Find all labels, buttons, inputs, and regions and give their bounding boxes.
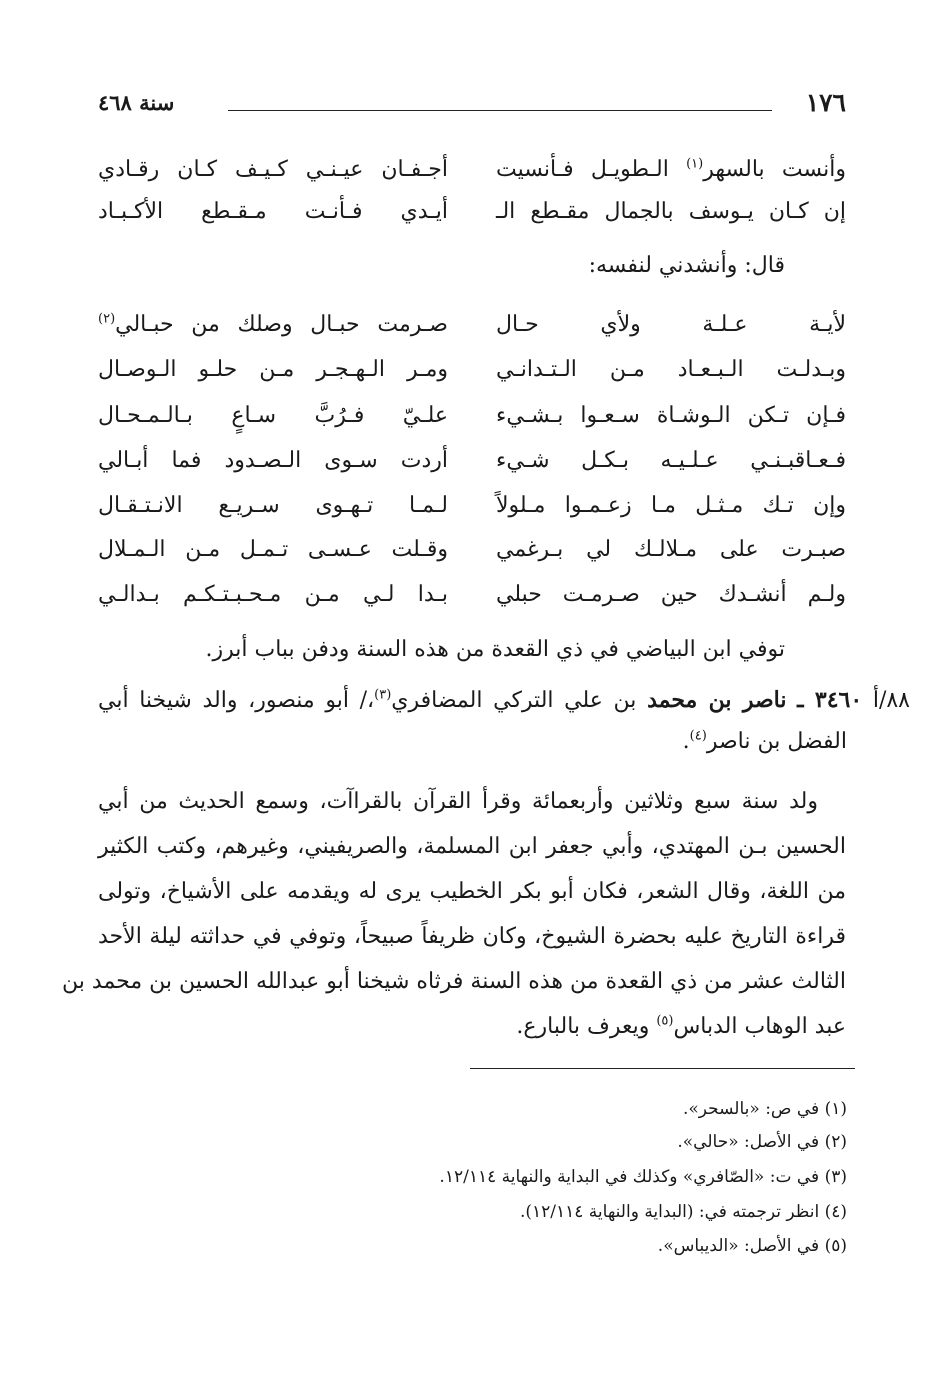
verse-line <box>98 441 846 481</box>
footnote-ref: (٣) <box>374 687 392 703</box>
verse-first-hemistich: ولـم أنشـدك حين صـرمـت حبلي <box>496 582 846 607</box>
biography-paragraph <box>62 782 846 1047</box>
entry-heading <box>98 680 910 720</box>
verse-line <box>98 192 846 232</box>
verse-second-hemistich: بـدا لـي مـن مـحـبـتـكـم بـدالـي <box>98 582 448 607</box>
paragraph-line: قراءة التاريخ عليه بحضرة الشيوخ، وكان ظريفاً صبيحاً، وتوفي في حداثته ليلة الأحد <box>98 924 846 949</box>
entry-number: ٣٤٦٠ ـ <box>797 687 863 713</box>
verse-first-hemistich: وإن تـك مـثـل مـا زعـمـوا مـلولاً <box>496 493 846 518</box>
footnote-2: (٢) في الأصل: «حالي». <box>677 1132 847 1152</box>
paragraph-line: عبد الوهاب الدباس$^{(٥)}$ ويعرف بالبارع. <box>516 1013 846 1039</box>
verse-line <box>98 575 846 615</box>
header-rule <box>228 110 772 111</box>
verse-line <box>98 396 846 436</box>
verse-first-hemistich: وبـدلـت الـبـعـاد مـن الـتـدانـي <box>496 357 846 382</box>
paragraph-line: الثالث عشر من ذي القعدة من هذه السنة فرثاه شيخنا أبو عبدالله الحسين بن محمد بن <box>62 969 846 994</box>
footnote-1: (١) في ص: «بالسحر». <box>682 1099 847 1119</box>
verse-second-hemistich: أيـدي فـأنـت مـقـطع الأكـبـاد <box>98 199 448 224</box>
poem-intro: قال: وأنشدني لنفسه: <box>588 253 785 278</box>
verse-first-hemistich: فـعـاقبـنـي عـلـيـه بـكـل شـيء <box>496 448 846 473</box>
page-header <box>98 88 846 122</box>
footnote-ref: (١) <box>686 156 704 172</box>
paragraph-line: ولد سنة سبع وثلاثين وأربعمائة وقرأ القرآن بالقراآت، وسمع الحديث من أبي <box>98 789 818 814</box>
verse-line <box>98 486 846 526</box>
footnote-ref: (٤) <box>689 728 707 744</box>
verse-second-hemistich: أردت سـوى الـصـدود فما أبـالي <box>98 448 448 473</box>
entry-name: ناصر بن محمد <box>647 687 787 713</box>
verse-second-hemistich: صـرمت حبـال وصلك من حبـالي$^{(٢)}$ <box>98 311 448 337</box>
entry-line-2: الفضل بن ناصر$^{(٤)}$. <box>682 728 847 754</box>
page-number: ١٧٦ <box>805 88 846 117</box>
footnote-3: (٣) في ت: «الصّافري» وكذلك في البداية والنهاية ١٢/١١٤. <box>439 1167 847 1187</box>
verse-line <box>98 305 846 345</box>
entry-line-1: ٨٨/أ ٣٤٦٠ ـ ناصر بن محمد بن علي التركي المضافري$^{(٣)}$،/ أبو منصور، والد شيخنا أبي <box>98 687 910 713</box>
verse-first-hemistich: وأنست بالسهر$^{(١)}$ الـطويـل فـأنسيت <box>496 156 846 182</box>
verse-first-hemistich: إن كـان يـوسف بالجمال مقـطع الـ <box>496 199 846 224</box>
paragraph-line: الحسين بـن المهتدي، وأبي جعفر ابن المسلمة، والصريفيني، وغيرهم، وكتب الكثير <box>98 834 846 859</box>
verse-second-hemistich: لـمـا تـهـوى سـريـع الانـتـقـال <box>98 493 448 518</box>
verse-second-hemistich: ومـر الـهـجـر مـن حلـو الـوصـال <box>98 357 448 382</box>
verse-second-hemistich: أجـفـان عيـنـي كـيـف كـان رقـادي <box>98 157 448 182</box>
verse-second-hemistich: وقـلت عـسـى تـمـل مـن الـمـلال <box>98 537 448 562</box>
verse-first-hemistich: لأيـة عـلـة ولأي حـال <box>496 312 846 337</box>
verse-line <box>98 350 846 390</box>
footnote-4: (٤) انظر ترجمته في: (البداية والنهاية ١٢/١١٤). <box>519 1202 847 1222</box>
footnote-ref: (٢) <box>98 311 116 327</box>
verse-second-hemistich: علـيّ فـرُبَّ سـاعٍ بـالـمـحـال <box>98 403 448 428</box>
footnote-rule <box>470 1068 855 1069</box>
verse-line <box>98 530 846 570</box>
footnote-5: (٥) في الأصل: «الديباس». <box>657 1236 847 1256</box>
verse-first-hemistich: فـإن تـكن الـوشـاة سـعـوا بـشـيء <box>496 403 846 428</box>
margin-reference: ٨٨/أ <box>872 688 910 713</box>
verse-line <box>98 150 846 190</box>
death-note: توفي ابن البياضي في ذي القعدة من هذه السنة ودفن بباب أبرز. <box>205 637 785 662</box>
footnote-ref: (٥) <box>656 1013 674 1029</box>
running-year: سنة ٤٦٨ <box>98 90 175 115</box>
verse-first-hemistich: صبـرت على مـلالـك لي بـرغمي <box>496 537 846 562</box>
paragraph-line: من اللغة، وقال الشعر، فكان أبو بكر الخطيب يرى له ويقدمه على الأشياخ، وتولى <box>98 879 846 904</box>
